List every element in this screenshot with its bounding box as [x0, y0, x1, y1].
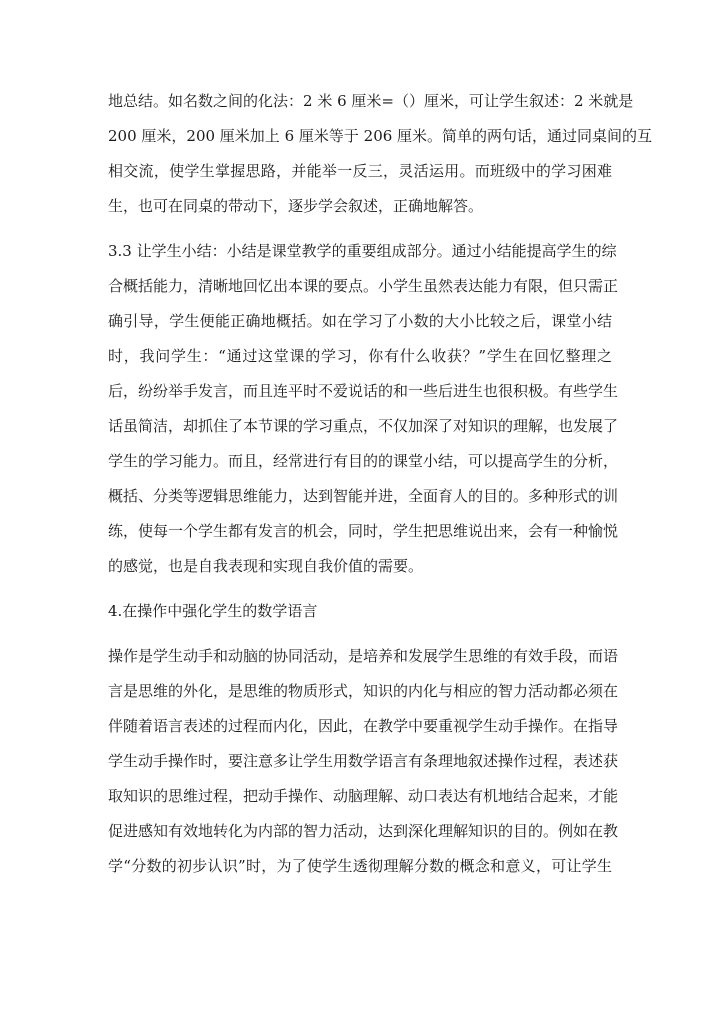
text-line: 生，也可在同桌的带动下，逐步学会叙述，正确地解答。: [108, 197, 484, 215]
text-line: 话虽简洁，却抓住了本节课的学习重点，不仅加深了对知识的理解，也发展了: [108, 417, 619, 435]
text-line: 后，纷纷举手发言，而且连平时不爱说话的和一些后进生也很积极。有些学生: [108, 382, 619, 400]
text-line: 练，使每一个学生都有发言的机会，同时，学生把思维说出来，会有一种愉悦: [108, 522, 619, 540]
text-line: 的感觉，也是自我表现和实现自我价值的需要。: [108, 557, 424, 575]
text-line: 促进感知有效地转化为内部的智力活动，达到深化理解知识的目的。例如在教: [108, 822, 619, 840]
section-heading: 4.在操作中强化学生的数学语言: [108, 602, 318, 620]
document-page: [108, 84, 653, 894]
text-line: 学生动手操作时，要注意多让学生用数学语言有条理地叙述操作过程，表述获: [108, 752, 619, 770]
text-line: 合概括能力，清晰地回忆出本课的要点。小学生虽然表达能力有限，但只需正: [108, 277, 619, 295]
paragraph-summary-method: [108, 84, 653, 224]
text-line: 时，我问学生：“通过这堂课的学习，你有什么收获？”学生在回忆整理之: [108, 347, 612, 365]
text-line: 200 厘米，200 厘米加上 6 厘米等于 206 厘米。简单的两句话，通过同桌间的互: [108, 127, 653, 145]
text-line: 言是思维的外化，是思维的物质形式，知识的内化与相应的智力活动都必须在: [108, 682, 619, 700]
text-line: 伴随着语言表述的过程而内化，因此，在教学中要重视学生动手操作。在指导: [108, 717, 619, 735]
text-line: 地总结。如名数之间的化法：2 米 6 厘米=（）厘米，可让学生叙述：2 米就是: [108, 92, 634, 110]
text-line: 概括、分类等逻辑思维能力，达到智能并进，全面育人的目的。多种形式的训: [108, 487, 619, 505]
text-line: 操作是学生动手和动脑的协同活动，是培养和发展学生思维的有效手段，而语: [108, 647, 619, 665]
text-line: 学生的学习能力。而且，经常进行有目的的课堂小结，可以提高学生的分析，: [108, 452, 619, 470]
text-line: 取知识的思维过程，把动手操作、动脑理解、动口表达有机地结合起来，才能: [108, 787, 619, 805]
paragraph-section-3-3: [108, 234, 619, 584]
text-line: 3.3 让学生小结：小结是课堂教学的重要组成部分。通过小结能提高学生的综: [108, 242, 617, 260]
text-line: 学“分数的初步认识”时，为了使学生透彻理解分数的概念和意义，可让学生: [108, 857, 612, 875]
text-line: 确引导，学生便能正确地概括。如在学习了小数的大小比较之后，课堂小结: [108, 312, 612, 330]
paragraph-section-4: [108, 639, 619, 884]
text-line: 相交流，使学生掌握思路，并能举一反三，灵活运用。而班级中的学习困难: [108, 162, 612, 180]
